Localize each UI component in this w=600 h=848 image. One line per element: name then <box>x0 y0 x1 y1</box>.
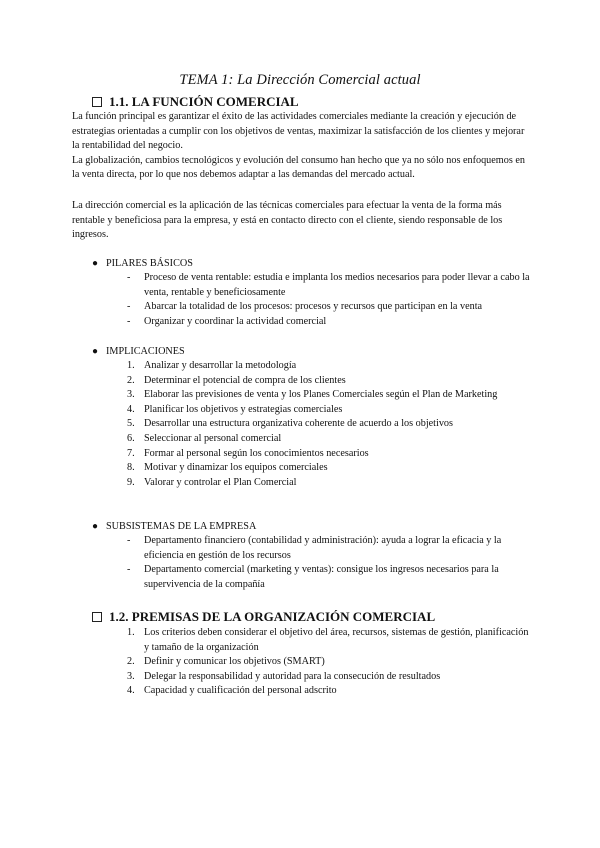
list-item-text: Departamento comercial (marketing y ventas): consigue los ingresos necesarios para la supervivencia de la compañía <box>144 564 499 590</box>
list-number: 2. <box>127 656 135 668</box>
section-heading-1 <box>92 93 299 110</box>
list-item <box>127 359 535 374</box>
dash-marker: - <box>127 315 131 327</box>
list-item <box>127 670 535 685</box>
subsistemas-label-text: SUBSISTEMAS DE LA EMPRESA <box>106 521 257 532</box>
document-title: TEMA 1: La Dirección Comercial actual <box>179 72 421 88</box>
premisas-list <box>127 626 535 699</box>
list-item-text: Planificar los objetivos y estrategias comerciales <box>144 403 343 415</box>
list-item <box>127 300 535 315</box>
list-number: 2. <box>127 374 135 386</box>
bullet-icon: ● <box>92 346 99 357</box>
list-item-text: Valorar y controlar el Plan Comercial <box>144 476 297 488</box>
checkbox-icon <box>92 612 102 622</box>
dash-marker: - <box>127 301 131 313</box>
intro-paragraph-3: La dirección comercial es la aplicación de las técnicas comerciales para efectuar la venta de la forma más rentable y beneficiosa para la empresa, y está en contacto directo con el cliente, siendo responsable de los ingresos. <box>72 200 503 241</box>
subsistemas-list <box>127 534 535 592</box>
section-heading-1-text: 1.1. LA FUNCIÓN COMERCIAL <box>109 94 299 109</box>
bullet-icon: ● <box>92 258 99 269</box>
list-item-text: Organizar y coordinar la actividad comercial <box>144 315 327 327</box>
list-number: 4. <box>127 685 135 697</box>
list-item <box>127 403 535 418</box>
implicaciones-label <box>92 345 185 359</box>
subsistemas-label <box>92 520 256 534</box>
list-number: 6. <box>127 432 135 444</box>
intro-paragraph-1: La función principal es garantizar el éxito de las actividades comerciales mediante la creación y ejecución de estrategias orientadas a cumplir con los objetivos de ventas, maximizar la satisfacción de los clientes y mejorar la rentabilidad del negocio. <box>72 111 525 152</box>
list-item-text: Formar al personal según los conocimientos necesarios <box>144 447 369 459</box>
list-number: 5. <box>127 418 135 430</box>
list-item <box>127 271 535 300</box>
list-item-text: Delegar la responsabilidad y autoridad para la consecución de resultados <box>144 670 441 682</box>
dash-marker: - <box>127 564 131 576</box>
list-item <box>127 655 535 670</box>
list-item-text: Analizar y desarrollar la metodología <box>144 360 297 371</box>
list-item <box>127 388 535 403</box>
list-number: 8. <box>127 462 135 474</box>
list-item-text: Departamento financiero (contabilidad y administración): ayuda a lograr la eficacia y la eficiencia en gestión de los recursos <box>144 535 502 561</box>
dash-marker: - <box>127 272 131 283</box>
implicaciones-label-text: IMPLICACIONES <box>106 346 185 357</box>
definition-block <box>72 199 532 243</box>
bullet-icon: ● <box>92 521 99 532</box>
list-item-text: Abarcar la totalidad de los procesos: procesos y recursos que participan en la venta <box>144 301 483 313</box>
list-number: 9. <box>127 476 135 488</box>
list-number: 1. <box>127 360 135 371</box>
list-item-text: Determinar el potencial de compra de los clientes <box>144 374 346 386</box>
list-number: 4. <box>127 403 135 415</box>
list-item-text: Proceso de venta rentable: estudia e implanta los medios necesarios para poder llevar a cabo la venta, rentable y beneficiosamente <box>144 272 530 298</box>
list-item <box>127 315 535 330</box>
list-item <box>127 447 535 462</box>
pilares-label-text: PILARES BÁSICOS <box>106 258 193 269</box>
list-item <box>127 563 535 592</box>
list-item-text: Capacidad y cualificación del personal adscrito <box>144 685 337 697</box>
list-item <box>127 374 535 389</box>
list-item <box>127 534 535 563</box>
checkbox-icon <box>92 97 102 107</box>
list-item <box>127 461 535 476</box>
list-item-text: Elaborar las previsiones de venta y los Planes Comerciales según el Plan de Marketing <box>144 389 498 401</box>
dash-marker: - <box>127 535 131 546</box>
list-item-text: Los criterios deben considerar el objetivo del área, recursos, sistemas de gestión, planificación y tamaño de la organización <box>144 627 529 653</box>
pilares-list <box>127 271 535 329</box>
implicaciones-list <box>127 359 535 490</box>
list-item-text: Definir y comunicar los objetivos (SMART) <box>144 656 325 668</box>
list-number: 1. <box>127 627 135 638</box>
intro-paragraph-2: La globalización, cambios tecnológicos y evolución del consumo han hecho que ya no sólo nos enfoquemos en la venta directa, por lo que nos debemos adaptar a las demandas del mercado actual. <box>72 154 525 181</box>
section-heading-2 <box>92 608 435 625</box>
list-item <box>127 684 535 699</box>
list-item-text: Motivar y dinamizar los equipos comerciales <box>144 462 328 474</box>
intro-block <box>72 110 532 183</box>
list-item <box>127 432 535 447</box>
list-number: 3. <box>127 389 135 401</box>
section-heading-2-text: 1.2. PREMISAS DE LA ORGANIZACIÓN COMERCIAL <box>109 609 436 624</box>
list-item-text: Desarrollar una estructura organizativa coherente de acuerdo a los objetivos <box>144 418 453 430</box>
list-number: 7. <box>127 447 135 459</box>
list-number: 3. <box>127 670 135 682</box>
list-item-text: Seleccionar al personal comercial <box>144 432 282 444</box>
list-item <box>127 476 535 491</box>
pilares-label <box>92 257 193 271</box>
list-item <box>127 417 535 432</box>
list-item <box>127 626 535 655</box>
